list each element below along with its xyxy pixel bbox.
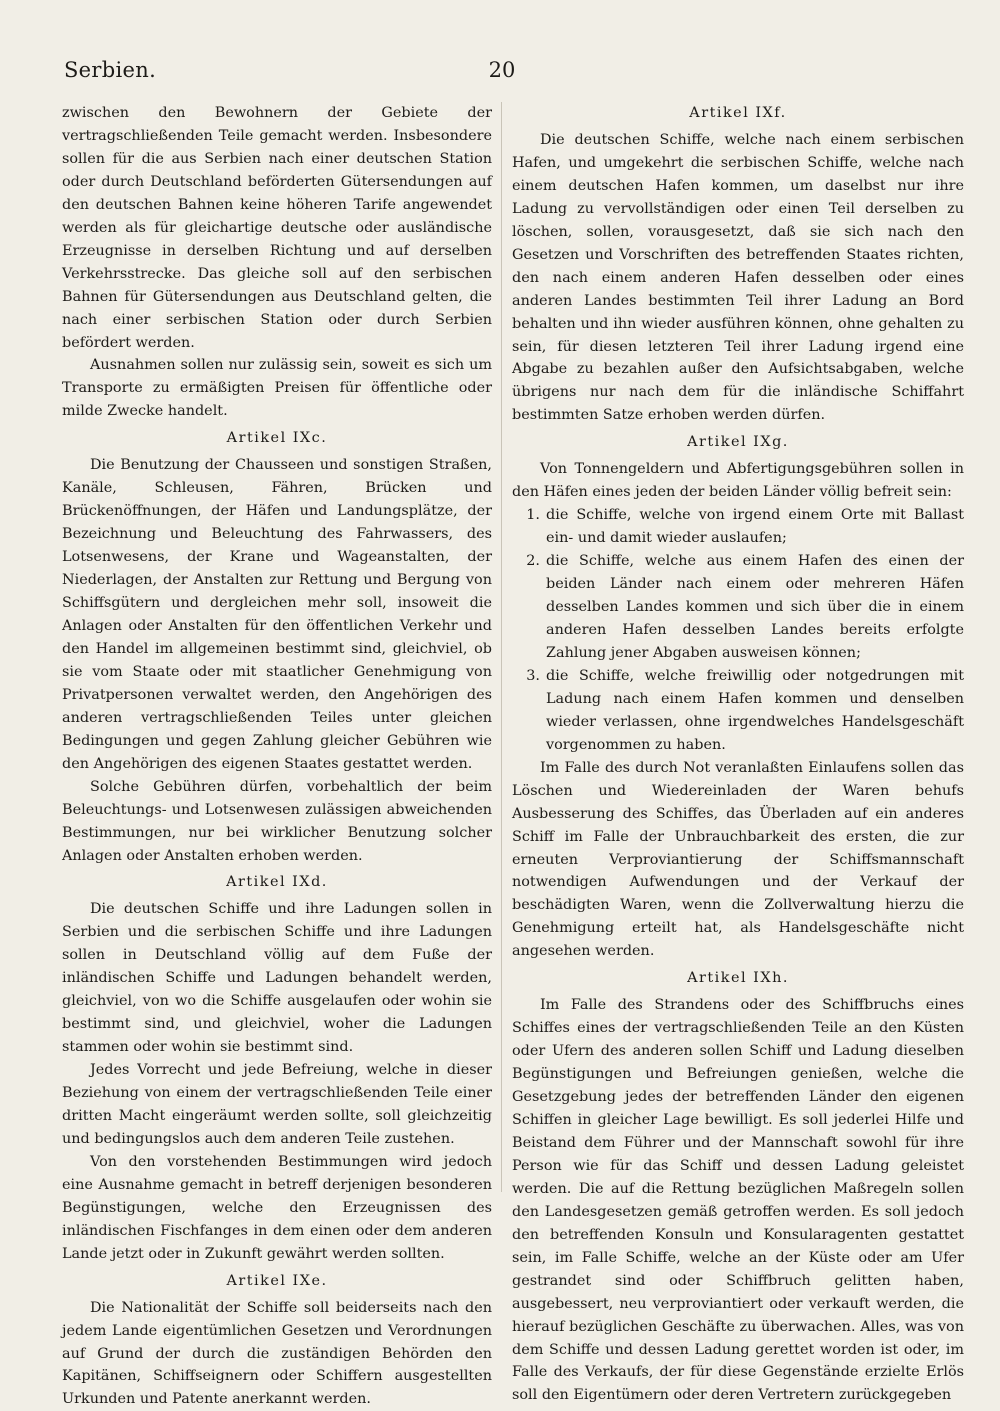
page-number: 20 (488, 58, 516, 82)
list-text: die Schiffe, welche aus einem Hafen des einen der beiden Länder nach einem oder mehreren Häfen desselben Landes kommen und sich über die in einem anderen Hafen desselben Landes bereits erfolgte Zahlung jener Abgaben ausweisen können; (546, 553, 964, 661)
running-head: Serbien. (64, 58, 157, 82)
list-number: 1. (526, 507, 540, 524)
list-text: die Schiffe, welche von irgend einem Orte mit Ballast ein- und damit wieder auslaufen; (546, 507, 964, 547)
paragraph: Die deutschen Schiffe und ihre Ladungen sollen in Serbien und die serbischen Schiffe und ihre Ladungen sollen in Deutschland völlig auf dem Fuße der inländischen Schiffe und Ladungen behandelt werden, gleichviel, von wo die Schiffe ausgelaufen oder wohin sie bestimmt sind, und gleichviel, woher die Ladungen stammen oder wohin sie bestimmt sind. (62, 901, 492, 1056)
article-heading-ixc: Artikel IXc. (226, 430, 328, 447)
list-number: 3. (526, 667, 540, 684)
article-heading-ixd: Artikel IXd. (226, 874, 328, 891)
page-header (62, 58, 942, 88)
column-divider (501, 102, 502, 1192)
article-heading-ixf: Artikel IXf. (689, 105, 787, 121)
article-heading-ixg: Artikel IXg. (687, 434, 789, 451)
list-number: 2. (526, 553, 540, 570)
left-column (62, 102, 492, 1411)
paragraph: Solche Gebühren dürfen, vorbehaltlich der beim Beleuchtungs- und Lotsenwesen zulässigen abweichenden Bestimmungen, nur bei wirklicher Benutzung solcher Anlagen oder Anstalten erhoben werden. (62, 778, 492, 864)
article-heading-ixe: Artikel IXe. (226, 1272, 328, 1289)
right-column (512, 102, 964, 1407)
paragraph: Die deutschen Schiffe, welche nach einem serbischen Hafen, und umgekehrt die serbischen Schiffe, welche nach einem deutschen Hafen kommen, um daselbst nur ihre Ladung zu vervollständigen oder einen Teil derselben zu löschen, sollen, vorausgesetzt, daß sie sich nach den Gesetzen und Vorschriften des betreffenden Staates richten, den nach einem anderen Hafen desselben oder eines anderen Landes bestimmten Teil ihrer Ladung an Bord behalten und ihn wieder ausführen können, ohne gehalten zu sein, für diesen letzteren Teil ihrer Ladung irgend eine Abgabe zu bezahlen außer den Aufsichtsabgaben, welche übrigens nur nach dem für die inländische Schiffahrt bestimmten Satze erhoben werden dürfen. (512, 131, 964, 424)
paragraph: Im Falle des Strandens oder des Schiffbruchs eines Schiffes eines der vertragschließenden Teile an den Küsten oder Ufern des anderen sollen Schiff und Ladung dieselben Begünstigungen und Befreiungen genießen, welche die Gesetzgebung jedes der betreffenden Länder den eigenen Schiffen in gleicher Lage bewilligt. Es soll jederlei Hilfe und Beistand dem Führer und der Mannschaft sowohl für ihre Person wie für das Schiff und dessen Ladung geleistet werden. Die auf die Rettung bezüglichen Maßregeln sollen den Landesgesetzen gemäß getroffen werden. Es soll jedoch den betreffenden Konsuln und Konsularagenten gestattet sein, im Falle Schiffe, welche an der Küste oder am Ufer gestrandet sind oder Schiffbruch gelitten haben, ausgebessert, neu verproviantiert oder verkauft werden, die hierauf bezüglichen Geschäfte zu überwachen. Alles, was von dem Schiffe und dessen Ladung gerettet worden ist oder, im Falle des Verkaufs, der für diese Gegenstände erzielte Erlös soll den Eigentümern oder deren Vertretern zurückgegeben (512, 997, 964, 1404)
article-heading-ixh: Artikel IXh. (687, 970, 789, 987)
paragraph: zwischen den Bewohnern der Gebiete der vertragschließenden Teile gemacht werden. Insbesondere sollen für die aus Serbien nach einer deutschen Station oder durch Deutschland beförderten Gütersendungen auf den deutschen Bahnen keine höheren Tarife angewendet werden als für gleichartige deutsche oder ausländische Erzeugnisse in derselben Richtung und auf derselben Verkehrsstrecke. Das gleiche soll auf den serbischen Bahnen für Gütersendungen aus Deutschland gelten, die nach einer serbischen Station oder durch Serbien befördert werden. (62, 105, 492, 351)
list-text: die Schiffe, welche freiwillig oder notgedrungen mit Ladung nach einem Hafen kommen und denselben wieder verlassen, ohne irgendwelches Handelsgeschäft vorgenommen zu haben. (546, 667, 964, 753)
list-item (512, 504, 964, 550)
paragraph: Im Falle des durch Not veranlaßten Einlaufens sollen das Löschen und Wiedereinladen der Waren behufs Ausbesserung des Schiffes, das Überladen auf ein anderes Schiff im Falle der Unbrauchbarkeit des ersten, die zur erneuten Verproviantierung der Schiffsmannschaft notwendigen Aufwendungen und der Verkauf der beschädigten Waren, wenn die Zollverwaltung hierzu die Genehmigung erteilt hat, als Handelsgeschäfte nicht angesehen werden. (512, 759, 964, 960)
paragraph: Von den vorstehenden Bestimmungen wird jedoch eine Ausnahme gemacht in betreff derjenigen besonderen Begünstigungen, welche den Erzeugnissen des inländischen Fischfanges in dem einen oder dem anderen Lande jetzt oder in Zukunft gewährt werden sollten. (62, 1153, 492, 1262)
list-item (512, 550, 964, 665)
list-item (512, 665, 964, 757)
paragraph: Die Benutzung der Chausseen und sonstigen Straßen, Kanäle, Schleusen, Fähren, Brücken und Brückenöffnungen, der Häfen und Landungsplätze, der Bezeichnung und Beleuchtung des Fahrwassers, des Lotsenwesens, der Krane und Wageanstalten, der Niederlagen, der Anstalten zur Rettung und Bergung von Schiffsgütern und dergleichen mehr soll, insoweit die Anlagen oder Anstalten für den öffentlichen Verkehr und den Handel im allgemeinen bestimmt sind, gleichviel, ob sie vom Staate oder mit staatlicher Genehmigung von Privatpersonen verwaltet werden, den Angehörigen des anderen vertragschließenden Teiles unter gleichen Bedingungen und gegen Zahlung gleicher Gebühren wie den Angehörigen des eigenen Staates gestattet werden. (62, 457, 492, 772)
paragraph: Jedes Vorrecht und jede Befreiung, welche in dieser Beziehung von einem der vertragschließenden Teile einer dritten Macht eingeräumt werden sollte, soll gleichzeitig und bedingungslos auch dem anderen Teile zustehen. (62, 1062, 492, 1147)
paragraph: Von Tonnengeldern und Abfertigungsgebühren sollen in den Häfen eines jeden der beiden Länder völlig befreit sein: (512, 461, 964, 501)
paragraph: Die Nationalität der Schiffe soll beiderseits nach den jedem Lande eigentümlichen Gesetzen und Verordnungen auf Grund der durch die zuständigen Behörden den Kapitänen, Schiffseignern oder Schiffern ausgestellten Urkunden und Patente anerkannt werden. (62, 1299, 492, 1408)
paragraph: Ausnahmen sollen nur zulässig sein, soweit es sich um Transporte zu ermäßigten Preisen für öffentliche oder milde Zwecke handelt. (62, 357, 492, 420)
